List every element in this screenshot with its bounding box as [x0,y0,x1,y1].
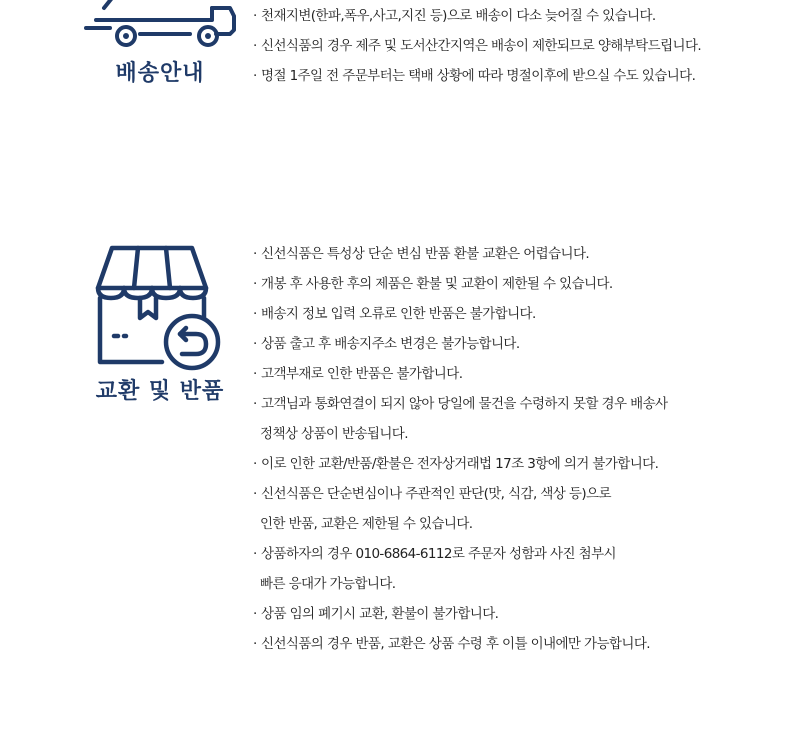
shipping-list [253,1,793,91]
list-item: · 배송지 정보 입력 오류로 인한 반품은 불가합니다. [253,306,536,322]
list-item: · 천재지변(한파,폭우,사고,지진 등)으로 배송이 다소 늦어질 수 있습니다. [253,8,656,24]
return-box-icon [80,240,240,372]
list-item: · 명절 1주일 전 주문부터는 택배 상황에 따라 명절이후에 받으실 수도 있습니다. [253,68,696,84]
delivery-truck-icon [80,0,240,55]
shipping-title: 배송안내 [115,61,205,86]
list-item: · 고객부재로 인한 반품은 불가합니다. [253,366,463,382]
returns-title: 교환 및 반품 [95,379,225,404]
list-item: · 상품 출고 후 배송지주소 변경은 불가능합니다. [253,336,520,352]
returns-list [253,239,793,659]
list-item: · 이로 인한 교환/반품/환불은 전자상거래법 17조 3항에 의거 불가합니다. [253,456,659,472]
list-item: · 신선식품은 특성상 단순 변심 반품 환불 교환은 어렵습니다. [253,246,590,262]
list-item: · 개봉 후 사용한 후의 제품은 환불 및 교환이 제한될 수 있습니다. [253,276,613,292]
list-item: · 상품 임의 폐기시 교환, 환불이 불가합니다. [253,606,499,622]
returns-icon-col [80,240,240,410]
list-item: · 신선식품의 경우 반품, 교환은 상품 수령 후 이틀 이내에만 가능합니다. [253,636,650,652]
list-item: · 신선식품은 단순변심이나 주관적인 판단(맛, 식감, 색상 등)으로 인한 반품, 교환은 제한될 수 있습니다. [253,486,611,532]
list-item: · 신선식품의 경우 제주 및 도서산간지역은 배송이 제한되므로 양해부탁드립니다. [253,38,702,54]
shipping-icon-col [80,0,240,90]
list-item: · 고객님과 통화연결이 되지 않아 당일에 물건을 수령하지 못할 경우 배송사 정책상 상품이 반송됩니다. [253,396,668,442]
list-item: · 상품하자의 경우 010-6864-6112로 주문자 성함과 사진 첨부시 빠른 응대가 가능합니다. [253,546,616,592]
